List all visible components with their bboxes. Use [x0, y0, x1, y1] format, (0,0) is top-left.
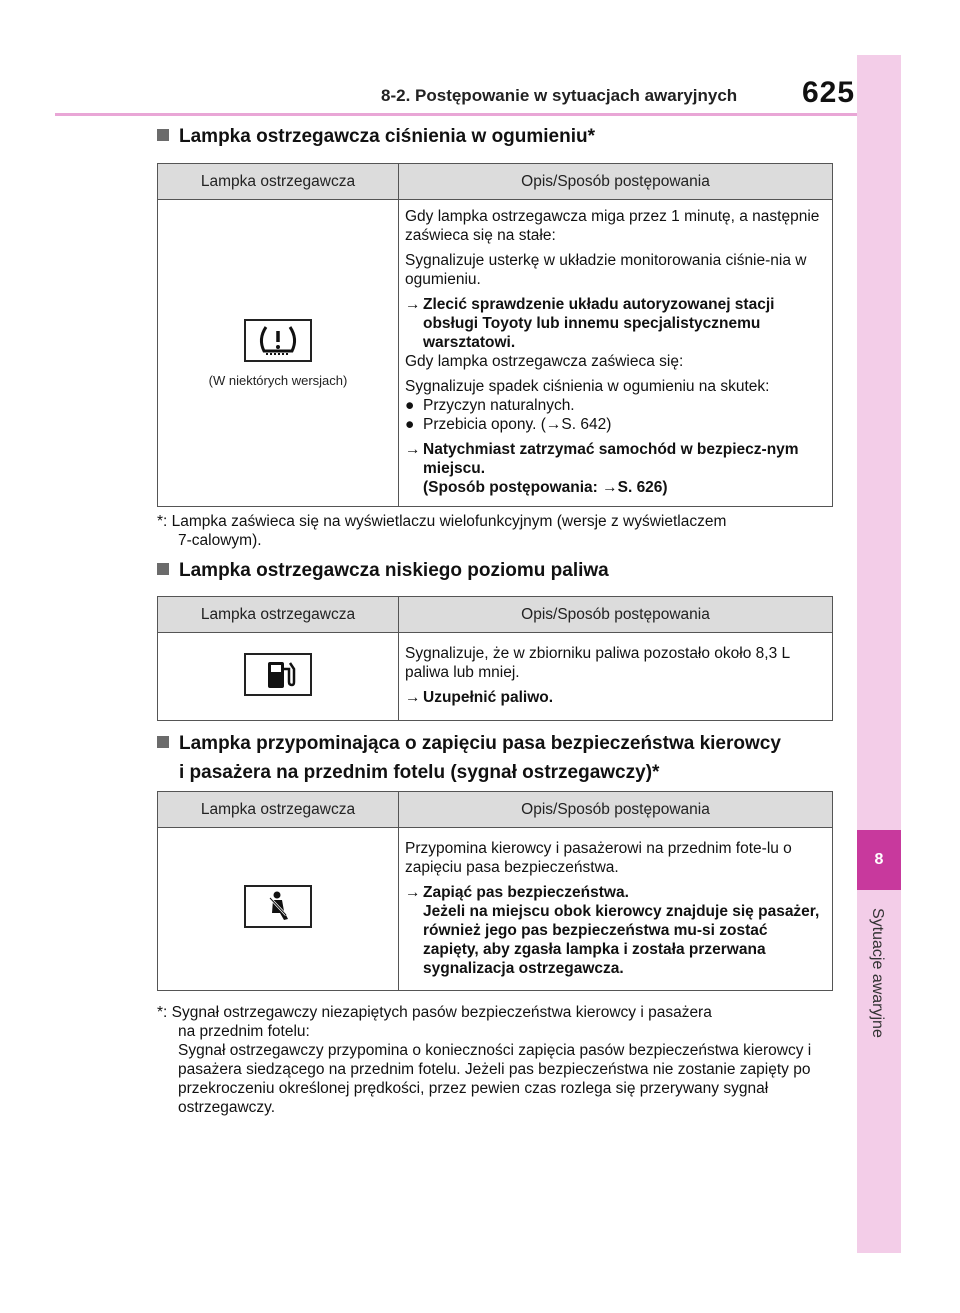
- description-cell: [399, 633, 833, 721]
- action-line: [405, 688, 826, 707]
- lamp-cell: [158, 633, 399, 721]
- column-header-action: Opis/Sposób postępowania: [399, 792, 833, 828]
- action-line: [405, 440, 826, 497]
- footnote-mark: *:: [157, 1004, 168, 1021]
- arrow-icon: →: [405, 441, 421, 458]
- heading-text: i pasażera na przednim fotelu (sygnał ostrzegawczy)*: [179, 762, 660, 783]
- action-text-ref: (Sposób postępowania: →S. 626): [423, 479, 668, 496]
- bullet-item: [405, 415, 826, 434]
- bullet-item: [405, 396, 826, 415]
- chapter-number-tab[interactable]: 8: [857, 830, 901, 890]
- column-header-action: Opis/Sposób postępowania: [399, 164, 833, 200]
- chapter-title: Sytuacje awaryjne: [869, 908, 886, 1038]
- action-text: Uzupełnić paliwo.: [423, 689, 554, 706]
- action-line: [405, 295, 826, 352]
- header-rule: [55, 113, 857, 116]
- footnote-tire-pressure: [157, 512, 726, 550]
- section-heading-fuel: [157, 558, 609, 583]
- description-cell: [399, 200, 833, 507]
- page-number: 625: [802, 76, 856, 109]
- seatbelt-table: [157, 791, 833, 991]
- tire-pressure-table: [157, 163, 833, 507]
- column-header-lamp: Lampka ostrzegawcza: [158, 164, 399, 200]
- heading-square-icon: [157, 129, 169, 141]
- lamp-caption: (W niektórych wersjach): [208, 372, 348, 388]
- action-text: Zlecić sprawdzenie układu autoryzowanej stacji obsługi Toyoty lub innemu specjalistycznemu warsztatowi.: [423, 296, 775, 351]
- tire-pressure-warning-icon: [244, 319, 312, 362]
- footnote-text: Sygnał ostrzegawczy niezapiętych pasów bezpieczeństwa kierowcy i pasażera: [171, 1004, 712, 1021]
- bullet-icon: ●: [405, 416, 415, 433]
- description-text: Sygnalizuje, że w zbiorniku paliwa pozostało około 8,3 L paliwa lub mniej.: [405, 645, 790, 681]
- arrow-icon: →: [405, 883, 421, 901]
- heading-square-icon: [157, 736, 169, 748]
- bullet-text: Przebicia opony. (→S. 642): [423, 416, 612, 433]
- fuel-table: [157, 596, 833, 721]
- heading-text: Lampka ostrzegawcza niskiego poziomu paliwa: [179, 560, 609, 581]
- description-text: Sygnalizuje spadek ciśnienia w ogumieniu na skutek:: [405, 378, 770, 395]
- footnote-text: 7-calowym).: [178, 532, 262, 549]
- action-line: [405, 883, 826, 978]
- action-text: [423, 440, 826, 497]
- chapter-tab-strip: [857, 55, 901, 1253]
- heading-square-icon: [157, 563, 169, 575]
- footnote-seatbelt: [157, 1003, 833, 1117]
- description-text: Sygnalizuje usterkę w układzie monitorowania ciśnie-nia w ogumieniu.: [405, 252, 807, 288]
- action-text: [423, 883, 826, 978]
- action-text-detail: Jeżeli na miejscu obok kierowcy znajduje się pasażer, również jego pas bezpieczeństwa mu-si zostać zapięty, aby zgasła lampka i została przerwana sygnalizacja ostrzegawcza.: [423, 902, 820, 977]
- action-text-main: Natychmiast zatrzymać samochód w bezpiecz-nym miejscu.: [423, 441, 799, 477]
- bullet-icon: ●: [405, 397, 415, 414]
- section-header: 8-2. Postępowanie w sytuacjach awaryjnych: [381, 86, 738, 105]
- bullet-text: Przyczyn naturalnych.: [423, 397, 575, 414]
- arrow-icon: →: [405, 689, 421, 706]
- column-header-lamp: Lampka ostrzegawcza: [158, 597, 399, 633]
- section-heading-seatbelt: [157, 731, 781, 785]
- fuel-pump-icon: [244, 653, 312, 696]
- lamp-cell: [158, 828, 399, 991]
- seatbelt-reminder-icon: [244, 885, 312, 928]
- action-text-main: Zapiąć pas bezpieczeństwa.: [423, 883, 629, 901]
- description-text: Gdy lampka ostrzegawcza miga przez 1 minutę, a następnie zaświeca się na stałe:: [405, 208, 820, 244]
- heading-text: Lampka przypominająca o zapięciu pasa bezpieczeństwa kierowcy: [179, 733, 781, 754]
- footnote-text: Sygnał ostrzegawczy przypomina o konieczności zapięcia pasów bezpieczeństwa kierowcy i pasażera siedzącego na przednim fotelu. Jeżeli pas bezpieczeństwa nie zostanie zapięty po przekroczeniu określonej prędkości, przez pewien czas rozlega się przerywany sygnał ostrzegawczy.: [178, 1042, 812, 1116]
- footnote-text: Lampka zaświeca się na wyświetlaczu wielofunkcyjnym (wersje z wyświetlaczem: [171, 513, 727, 530]
- arrow-icon: →: [405, 296, 421, 313]
- section-heading-tire-pressure: [157, 124, 595, 149]
- footnote-text: na przednim fotelu:: [178, 1023, 310, 1040]
- description-text: Gdy lampka ostrzegawcza zaświeca się:: [405, 353, 684, 370]
- description-text: Przypomina kierowcy i pasażerowi na przednim fote-lu o zapięciu pasa bezpieczeństwa.: [405, 839, 792, 876]
- column-header-action: Opis/Sposób postępowania: [399, 597, 833, 633]
- heading-text: Lampka ostrzegawcza ciśnienia w ogumieniu*: [179, 126, 596, 147]
- description-cell: [399, 828, 833, 991]
- lamp-cell: [158, 200, 399, 507]
- column-header-lamp: Lampka ostrzegawcza: [158, 792, 399, 828]
- footnote-mark: *:: [157, 513, 168, 530]
